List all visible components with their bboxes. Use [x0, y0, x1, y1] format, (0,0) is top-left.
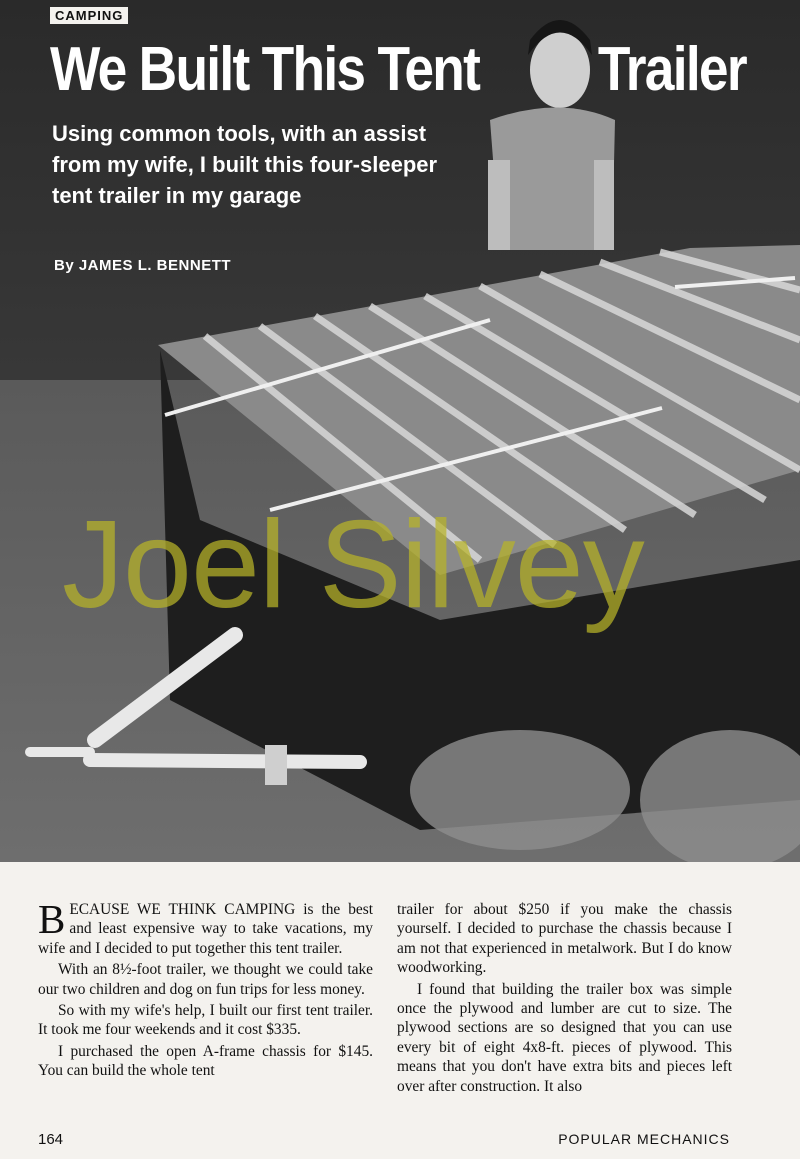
drop-cap: B — [38, 896, 66, 942]
watermark: Joel Silvey — [62, 496, 644, 634]
paragraph: I purchased the open A-frame chassis for $145. You can build the whole tent — [38, 1042, 373, 1080]
column-left — [38, 896, 373, 1098]
byline: By JAMES L. BENNETT — [54, 257, 232, 274]
article-title — [50, 34, 746, 106]
paragraph: With an 8½-foot trailer, we thought we could take our two children and dog on fun trips for less money. — [38, 961, 373, 998]
article-subhead: Using common tools, with an assist from my wife, I built this four-sleeper tent trailer in my garage — [52, 121, 438, 208]
paragraph-continued: trailer for about $250 if you make the chassis yourself. I decided to purchase the chassis because I am not that experienced in metalwork. But I do know woodworking. — [397, 901, 732, 977]
magazine-name: POPULAR MECHANICS — [558, 1131, 730, 1147]
article-body — [38, 896, 732, 1098]
title-part-2: Trailer — [597, 35, 746, 104]
column-right — [397, 900, 732, 1098]
page-number: 164 — [38, 1131, 64, 1148]
paragraph: I found that building the trailer box was simple once the plywood and lumber are cut to size. The plywood sections are so designed that you can use every bit of eight 4x8-ft. pieces of plywood. This means that you don't have extra bits and pieces left over after construction. It also — [397, 980, 732, 1095]
paragraph: So with my wife's help, I built our first tent trailer. It took me four weekends and it cost $335. — [38, 1002, 373, 1039]
title-part-1: We Built This Tent — [50, 35, 480, 104]
section-label: CAMPING — [50, 7, 128, 24]
paragraph-lead: BECAUSE WE THINK CAMPING is the best and least expensive way to take vacations, my wife and I decided to put together this tent trailer. — [38, 896, 373, 957]
